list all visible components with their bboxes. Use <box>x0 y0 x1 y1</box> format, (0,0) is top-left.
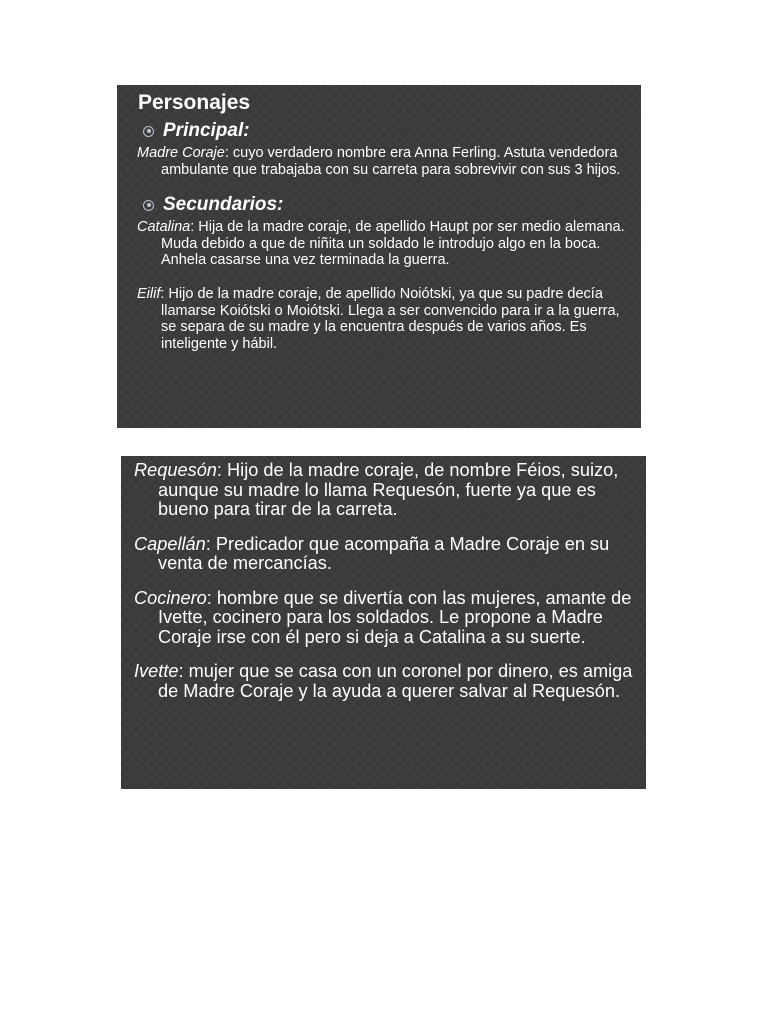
section-heading-secundarios <box>143 194 641 216</box>
character-entry-capellan <box>134 535 646 574</box>
character-name: Catalina <box>137 219 191 236</box>
character-description: : hombre que se divertía con las mujeres, amante de Ivette, cocinero para los soldados. Le propone a Madre Coraje irse con él pero si deja a Catalina a su suerte. <box>158 587 632 647</box>
character-entry-requeson <box>134 461 646 520</box>
character-entry-ivette <box>134 662 646 701</box>
section-heading-label: Principal: <box>163 120 250 141</box>
character-entry-madre-coraje <box>137 145 641 178</box>
character-name: Ivette <box>134 661 179 681</box>
character-description: : mujer que se casa con un coronel por dinero, es amiga de Madre Coraje y la ayuda a querer salvar al Requesón. <box>158 661 633 701</box>
character-description: : Hija de la madre coraje, de apellido Haupt por ser medio alemana. Muda debido a que de niñita un soldado le introdujo algo en la boca. Anhela casarse una vez terminada la guerra. <box>161 219 625 269</box>
character-name: Eilif <box>137 285 161 302</box>
circle-bullet-icon <box>143 200 154 211</box>
character-entry-eilif <box>137 286 641 352</box>
character-entry-cocinero <box>134 589 646 648</box>
slide-personajes <box>117 85 641 428</box>
character-entry-catalina <box>137 219 641 269</box>
circle-bullet-icon <box>143 126 154 137</box>
slide-title: Personajes <box>138 91 251 114</box>
character-name: Requesón <box>134 460 217 480</box>
character-description: : Hijo de la madre coraje, de apellido Noiótski, ya que su padre decía llamarse Koiótski o Moiótski. Llega a ser convencido para ir a la guerra, se separa de su madre y la encuentra después de varios años. Es inteligente y hábil. <box>160 285 620 352</box>
character-description: : cuyo verdadero nombre era Anna Ferling. Astuta vendedora ambulante que trabajaba con su carreta para sobrevivir con sus 3 hijos. <box>161 145 621 178</box>
character-name: Cocinero <box>134 587 207 608</box>
character-name: Madre Coraje <box>137 145 225 161</box>
section-heading-label: Secundarios: <box>163 194 284 216</box>
character-name: Capellán <box>134 533 206 554</box>
section-heading-principal <box>143 120 641 142</box>
character-description: : Hijo de la madre coraje, de nombre Féios, suizo, aunque su madre lo llama Requesón, fuerte ya que es bueno para tirar de la carreta. <box>158 460 619 519</box>
character-description: : Predicador que acompaña a Madre Coraje en su venta de mercancías. <box>158 533 610 573</box>
slide-personajes-continued <box>121 456 646 789</box>
